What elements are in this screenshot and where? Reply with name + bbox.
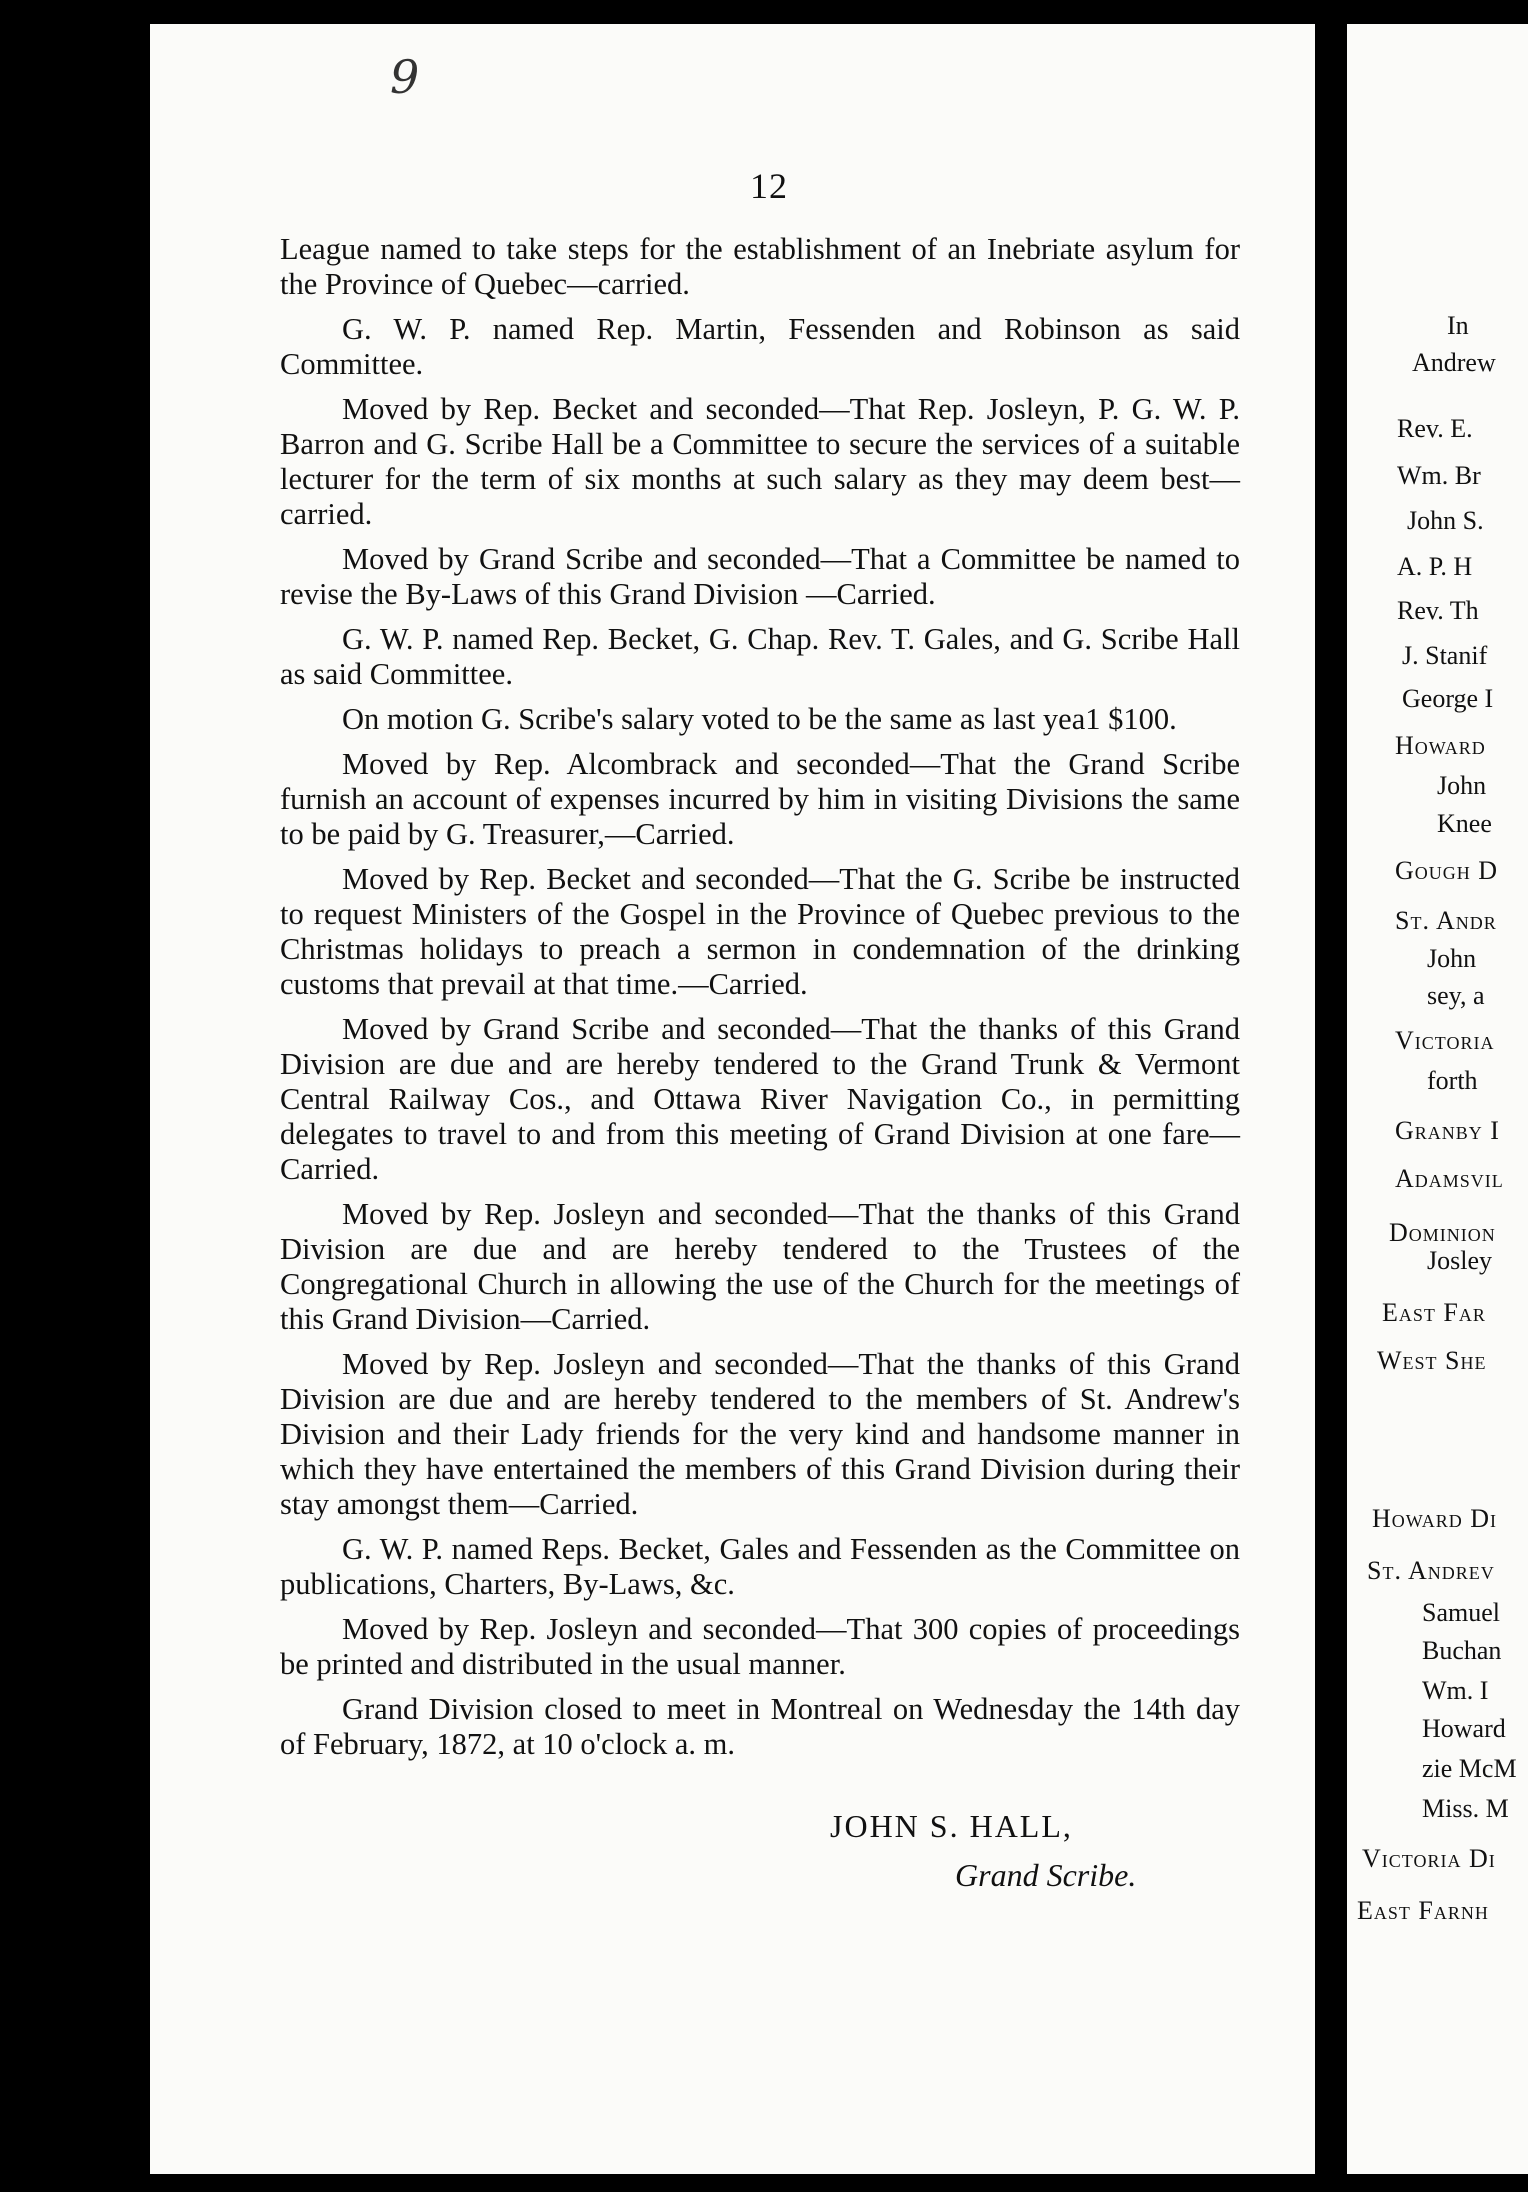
right-page-fragment: Gough D xyxy=(1395,856,1499,885)
right-page-fragment: St. Andr xyxy=(1395,906,1497,935)
right-page-fragment: John S. xyxy=(1407,506,1484,535)
paragraph: G. W. P. named Rep. Becket, G. Chap. Rev. T. Gales, and G. Scribe Hall as said Committee. xyxy=(280,622,1240,691)
right-page-fragment: Knee xyxy=(1437,809,1492,838)
right-page-fragment: Victoria Di xyxy=(1362,1844,1496,1873)
paragraph: G. W. P. named Rep. Martin, Fessenden and Robinson as said Committee. xyxy=(280,312,1240,381)
right-page-fragment: Wm. I xyxy=(1422,1676,1489,1705)
right-page-fragment: Howard Di xyxy=(1372,1504,1498,1533)
paragraph: Moved by Grand Scribe and seconded—That the thanks of this Grand Division are due and are hereby tendered to the Grand Trunk & Vermont Central Railway Cos., and Ottawa River Navigation Co., in permitting delegates to travel to and from this meeting of Grand Division at one fare—Carried. xyxy=(280,1012,1240,1186)
right-page-fragment: East Far xyxy=(1382,1298,1486,1327)
handwritten-margin-mark: 9 xyxy=(390,50,420,104)
right-page-fragment: Rev. Th xyxy=(1397,596,1479,625)
right-page-fragment: Wm. Br xyxy=(1397,461,1481,490)
paragraph: Moved by Rep. Josleyn and seconded—That the thanks of this Grand Division are due and are hereby tendered to the Trustees of the Congregational Church in allowing the use of the Church for the meetings of this Grand Division—Carried. xyxy=(280,1197,1240,1336)
right-page-fragment: Victoria xyxy=(1395,1026,1495,1055)
right-page-fragment: Granby I xyxy=(1395,1116,1500,1145)
right-page-fragment: West She xyxy=(1377,1346,1487,1375)
right-page-fragment: George I xyxy=(1402,684,1494,713)
right-page-fragment: Andrew xyxy=(1412,348,1496,377)
paragraph: Grand Division closed to meet in Montreal on Wednesday the 14th day of February, 1872, at 10 o'clock a. m. xyxy=(280,1692,1240,1761)
minutes-body xyxy=(280,232,1240,1772)
right-page-fragment: zie McM xyxy=(1422,1754,1517,1783)
paragraph: G. W. P. named Reps. Becket, Gales and Fessenden as the Committee on publications, Charters, By-Laws, &c. xyxy=(280,1532,1240,1601)
right-page-fragment: St. Andrev xyxy=(1367,1556,1495,1585)
paragraph: Moved by Rep. Josleyn and seconded—That the thanks of this Grand Division are due and are hereby tendered to the members of St. Andrew's Division and their Lady friends for the very kind and handsome manner in which they have entertained the members of this Grand Division during their stay amongst them—Carried. xyxy=(280,1347,1240,1521)
paragraph: Moved by Rep. Becket and seconded—That the G. Scribe be instructed to request Ministers of the Gospel in the Province of Quebec previous to the Christmas holidays to preach a sermon in condemnation of the drinking customs that prevail at that time.—Carried. xyxy=(280,862,1240,1001)
right-page-fragment: John xyxy=(1437,771,1487,800)
right-page-fragment: Miss. M xyxy=(1422,1794,1509,1823)
right-page-fragment: Rev. E. xyxy=(1397,414,1473,443)
right-page-fragment: Buchan xyxy=(1422,1636,1502,1665)
right-page-fragment: Howard xyxy=(1395,731,1486,760)
page-number: 12 xyxy=(750,166,788,206)
paragraph: Moved by Rep. Alcombrack and seconded—That the Grand Scribe furnish an account of expenses incurred by him in visiting Divisions the same to be paid by G. Treasurer,—Carried. xyxy=(280,747,1240,851)
right-page-fragment: Josley xyxy=(1427,1246,1492,1275)
paragraph: Moved by Grand Scribe and seconded—That a Committee be named to revise the By-Laws of this Grand Division —Carried. xyxy=(280,542,1240,611)
right-page-edge xyxy=(1347,24,1528,2174)
page-gutter xyxy=(1315,0,1347,2192)
signature-name: JOHN S. HALL, xyxy=(830,1808,1073,1844)
right-page-fragment: J. Stanif xyxy=(1402,641,1488,670)
right-page-fragment: In xyxy=(1447,311,1469,340)
right-page-fragment: forth xyxy=(1427,1066,1478,1095)
right-page-fragment: Howard xyxy=(1422,1714,1506,1743)
right-page-fragment: sey, a xyxy=(1427,981,1485,1010)
right-page-fragment: Samuel xyxy=(1422,1598,1500,1627)
paragraph: Moved by Rep. Becket and seconded—That Rep. Josleyn, P. G. W. P. Barron and G. Scribe Hall be a Committee to secure the services of a suitable lecturer for the term of six months at such salary as they may deem best—carried. xyxy=(280,392,1240,531)
paragraph: Moved by Rep. Josleyn and seconded—That 300 copies of proceedings be printed and distributed in the usual manner. xyxy=(280,1612,1240,1681)
paragraph: On motion G. Scribe's salary voted to be the same as last yea1 $100. xyxy=(342,702,1177,736)
paragraph: League named to take steps for the establishment of an Inebriate asylum for the Province of Quebec—carried. xyxy=(280,232,1240,301)
right-page-text xyxy=(1347,24,1528,2174)
right-page-fragment: John xyxy=(1427,944,1477,973)
right-page-fragment: East Farnh xyxy=(1357,1896,1489,1925)
signature-title: Grand Scribe. xyxy=(955,1857,1137,1893)
right-page-fragment: Dominion xyxy=(1389,1218,1496,1247)
right-page-fragment: A. P. H xyxy=(1397,552,1473,581)
right-page-fragment: Adamsvil xyxy=(1395,1164,1504,1193)
